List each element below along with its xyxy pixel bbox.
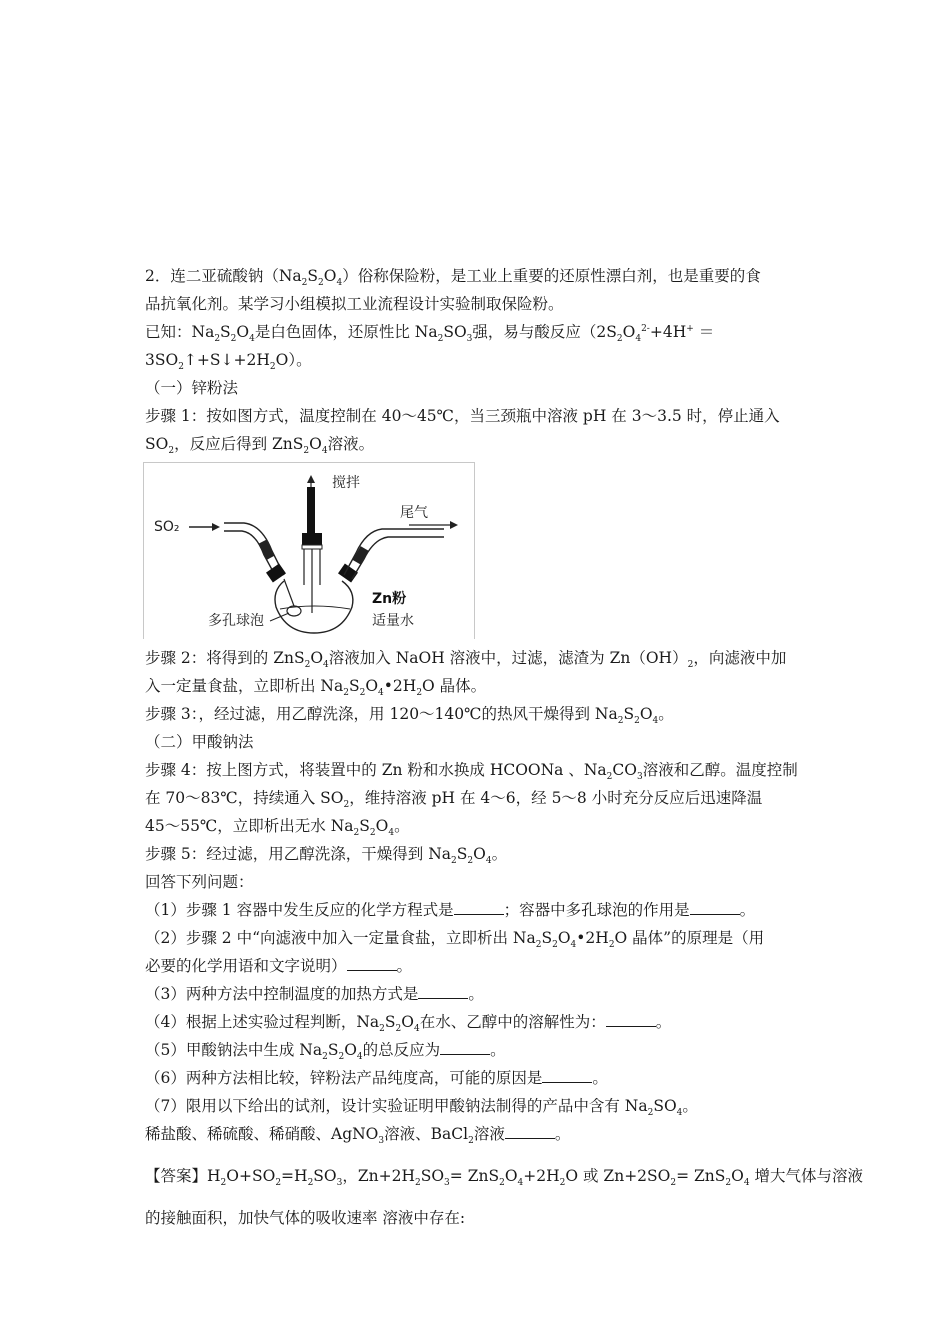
text: 已知：Na [145,323,215,341]
text: O [365,677,379,695]
answer-intro: 回答下列问题： [145,873,254,891]
sub: 2 [451,856,457,866]
text: 。 [394,817,410,835]
sup: + [686,324,694,334]
text: 是白色固体，还原性比 Na [254,323,438,341]
sub: 2 [647,1108,654,1118]
text: 。 [655,1013,672,1031]
text: 。 [592,1069,608,1087]
text: S [327,1041,339,1059]
text: ，反应后得到 ZnS [174,435,304,453]
sub: 4 [570,940,577,950]
answer-blank[interactable] [347,956,397,971]
text: O+SO [226,1167,276,1185]
sub: 2 [467,856,474,866]
sub: 2 [416,688,423,698]
text: S [623,705,635,723]
sub: 2 [353,828,360,838]
text: 。 [396,957,413,975]
text: 步骤 2：将得到的 ZnS [145,649,305,667]
answer-blank[interactable] [542,1068,592,1083]
text: O [375,817,389,835]
sub: 2 [559,1178,566,1188]
text: S [348,677,360,695]
step1-line1: 步骤 1：按如图方式，温度控制在 40～45℃，当三颈瓶中溶液 pH 在 3～3.5 时，停止通入 [145,407,780,425]
sub: 3 [444,1178,450,1188]
question-title-line1 [145,266,761,286]
sub: 2 [359,688,366,698]
bubbler-label: 多孔球泡 [208,613,264,629]
text: O [401,1013,414,1031]
question-title-line2: 品抗氧化剂。某学习小组模拟工业流程设计实验制取保险粉。 [145,295,564,313]
text: O [309,435,322,453]
text: 。 [554,1125,571,1143]
text: （5）甲酸钠法中生成 Na [145,1041,323,1059]
text: SO [653,1097,677,1115]
section-zinc-method: （一）锌粉法 [145,379,239,397]
sub: 4 [635,334,642,344]
sub: 4 [413,1024,420,1034]
sub: 3 [378,1136,385,1146]
sub: 2 [395,1024,402,1034]
center-stopper-ring [302,545,322,549]
text: S [307,267,319,285]
sub: 2 [552,940,558,950]
step4-line1 [145,760,798,780]
sub: 2 [687,660,694,670]
sub: 2 [230,334,237,344]
sub: 2 [616,334,623,344]
sub: 2 [269,362,276,372]
answer-blank[interactable] [418,984,468,999]
sup: 2- [641,324,650,334]
text: O [504,1167,518,1185]
sub: 2 [725,1178,732,1188]
text: O [236,323,250,341]
text: +4H [649,323,687,341]
sub: 4 [388,828,395,838]
left-stopper [266,563,286,582]
text: ）俗称保险粉，是工业上重要的还原性漂白剂，也是重要的食 [342,267,761,285]
sub: 4 [378,688,384,698]
tail-gas-label: 尾气 [400,505,428,521]
known-line1 [145,322,714,342]
text: O [323,267,337,285]
sub: 2 [168,446,175,456]
step2-line1 [145,648,786,668]
text: 在水、乙醇中的溶解性为： [419,1013,606,1031]
answer-line1 [145,1166,863,1186]
answer-blank[interactable] [505,1124,555,1139]
sub: 2 [634,716,640,726]
text: 溶液 [473,1125,505,1143]
text: O [622,323,636,341]
text: 在 70～83℃，持续通入 SO [145,789,344,807]
sub: 2 [303,446,310,456]
sub: 3 [336,1178,343,1188]
text: ↑+S↓+2H [183,351,270,369]
text: ，维持溶液 pH 在 4～6，经 5～8 小时充分反应后迅速降温 [349,789,763,807]
step3-line [145,704,674,724]
sub: 4 [323,660,329,670]
text: 步骤 4：按上图方式，将装置中的 Zn 粉和水换成 HCOONa 、Na [145,761,607,779]
text: O [310,649,324,667]
text: S [541,929,553,947]
text: ，Zn+2H [342,1167,415,1185]
text: 。 [658,705,674,723]
sub: 2 [499,1178,505,1188]
sub: 2 [369,828,376,838]
sub: 2 [178,362,184,372]
text: CO [612,761,637,779]
text: 溶液和乙醇。温度控制 [642,761,798,779]
text: ，向滤液中加 [693,649,787,667]
answer-line2: 的接触面积，加快气体的吸收速率 溶液中存在: [145,1209,466,1227]
text: 。 [682,1097,698,1115]
text: 强，易与酸反应（2S [472,323,617,341]
text: （3）两种方法中控制温度的加热方式是 [145,985,419,1003]
step4-line2 [145,788,762,808]
sub: 2 [535,940,542,950]
text: H [207,1167,221,1185]
right-outlet-tube-inner [352,537,444,579]
question-2-line2 [145,956,412,976]
text: O [344,1041,357,1059]
sub: 2 [414,1178,421,1188]
text: 入一定量食盐，立即析出 Na [145,677,344,695]
question-3 [145,984,484,1004]
text: 步骤 5：经过滤，用乙醇洗涤，干燥得到 Na [145,845,452,863]
text: 必要的化学用语和文字说明） [145,957,347,975]
apparatus-diagram [144,463,474,639]
question-2-line1 [145,928,764,948]
sub: 2 [468,1136,474,1146]
answer-blank[interactable] [606,1012,656,1027]
sub: 2 [275,1178,282,1188]
text: ；容器中多孔球泡的作用是 [503,901,690,919]
text: （2）步骤 2 中“向滤液中加入一定量食盐，立即析出 Na [145,929,536,947]
sub: 4 [249,334,255,344]
sub: 2 [617,716,624,726]
text: （6）两种方法相比较，锌粉法产品纯度高，可能的原因是 [145,1069,543,1087]
question-7-line2 [145,1124,570,1144]
sub: 2 [379,1024,385,1034]
question-6 [145,1068,608,1088]
text: = ZnS [449,1167,500,1185]
sub: 3 [636,772,643,782]
text: O [731,1167,744,1185]
text: 步骤 3：，经过滤，用乙醇洗涤，用 120～140℃的热风干燥得到 Na [145,705,618,723]
answer-blank[interactable] [454,900,504,915]
text: 稀盐酸、稀硫酸、稀硝酸、AgNO [145,1125,379,1143]
sub: 2 [338,1052,345,1062]
text: 45～55℃，立即析出无水 Na [145,817,354,835]
text: = ZnS [676,1167,726,1185]
answer-blank[interactable] [690,900,740,915]
flask-body [275,581,353,633]
sub: 2 [214,334,221,344]
text: S [384,1013,396,1031]
text: 。 [739,901,756,919]
center-stopper [302,533,322,545]
apparatus-figure [143,462,475,639]
text: S [456,845,468,863]
text: SO [313,1167,337,1185]
text: O 晶体。 [422,677,487,695]
sub: 2 [608,940,615,950]
sub: 3 [466,334,473,344]
sub: 2 [220,1178,227,1188]
bubbler-tube [284,579,294,606]
stir-rod-shaft [307,487,315,533]
text: SO [443,323,467,341]
tail-gas-arrowhead [450,521,458,529]
sub: 4 [321,446,328,456]
text: 增大气体与溶液 [749,1167,864,1185]
answer-blank[interactable] [440,1040,490,1055]
question-1 [145,900,755,920]
sub: 4 [517,1178,524,1188]
text: 2．连二亚硫酸钠（Na [145,267,302,285]
text: （4）根据上述实验过程判断，Na [145,1013,380,1031]
sub: 2 [343,688,349,698]
stir-label: 搅拌 [332,475,360,491]
sub: 4 [485,856,492,866]
text: （7）限用以下给出的试剂，设计实验证明甲酸钠法制得的产品中含有 Na [145,1097,648,1115]
text: S [359,817,370,835]
text: 溶液。 [327,435,375,453]
so2-arrowhead [212,523,220,531]
text: O）。 [275,351,312,369]
so2-label: SO₂ [154,519,180,535]
sub: 2 [304,660,311,670]
known-line2 [145,350,312,370]
sub: 4 [356,1052,363,1062]
sub: 4 [743,1178,750,1188]
step4-line3 [145,816,410,836]
water-label: 适量水 [372,613,414,629]
question-4 [145,1012,671,1032]
sub: 2 [307,1178,314,1188]
zn-powder-label: Zn粉 [372,591,407,607]
sub: 4 [676,1108,683,1118]
text: 。 [491,845,508,863]
question-5 [145,1040,506,1060]
step1-line2 [145,434,374,454]
sub: 2 [606,772,613,782]
sub: 2 [437,334,444,344]
text: =H [281,1167,308,1185]
step5-line [145,844,507,864]
text: 。 [468,985,484,1003]
text: S [220,323,231,341]
text: ＝ [693,323,715,341]
sub: 4 [336,278,343,288]
stir-arrowhead [307,475,315,483]
text: SO [420,1167,445,1185]
text: •2H [576,929,609,947]
sub: 4 [652,716,659,726]
text: O 或 Zn+2SO [565,1167,671,1185]
sub: 2 [322,1052,328,1062]
text: 的总反应为 [362,1041,441,1059]
answer-label: 【答案】 [145,1167,208,1185]
text: O [639,705,653,723]
text: 3SO [145,351,179,369]
text: +2H [523,1167,560,1185]
text: 。 [490,1041,506,1059]
text: O [557,929,571,947]
text: O [473,845,486,863]
text: •2H [383,677,417,695]
section-formate-method: （二）甲酸钠法 [145,733,254,751]
text: 溶液、BaCl [384,1125,469,1143]
sub: 2 [318,278,324,288]
text: 溶液加入 NaOH 溶液中，过滤，滤渣为 Zn（OH） [328,649,688,667]
sub: 2 [670,1178,677,1188]
sub: 2 [343,800,350,810]
step2-line2 [145,676,486,696]
sub: 2 [301,278,308,288]
text: （1）步骤 1 容器中发生反应的化学方程式是 [145,901,454,919]
text: O 晶体”的原理是（用 [614,929,765,947]
text: SO [145,435,169,453]
question-7-line1 [145,1096,698,1116]
